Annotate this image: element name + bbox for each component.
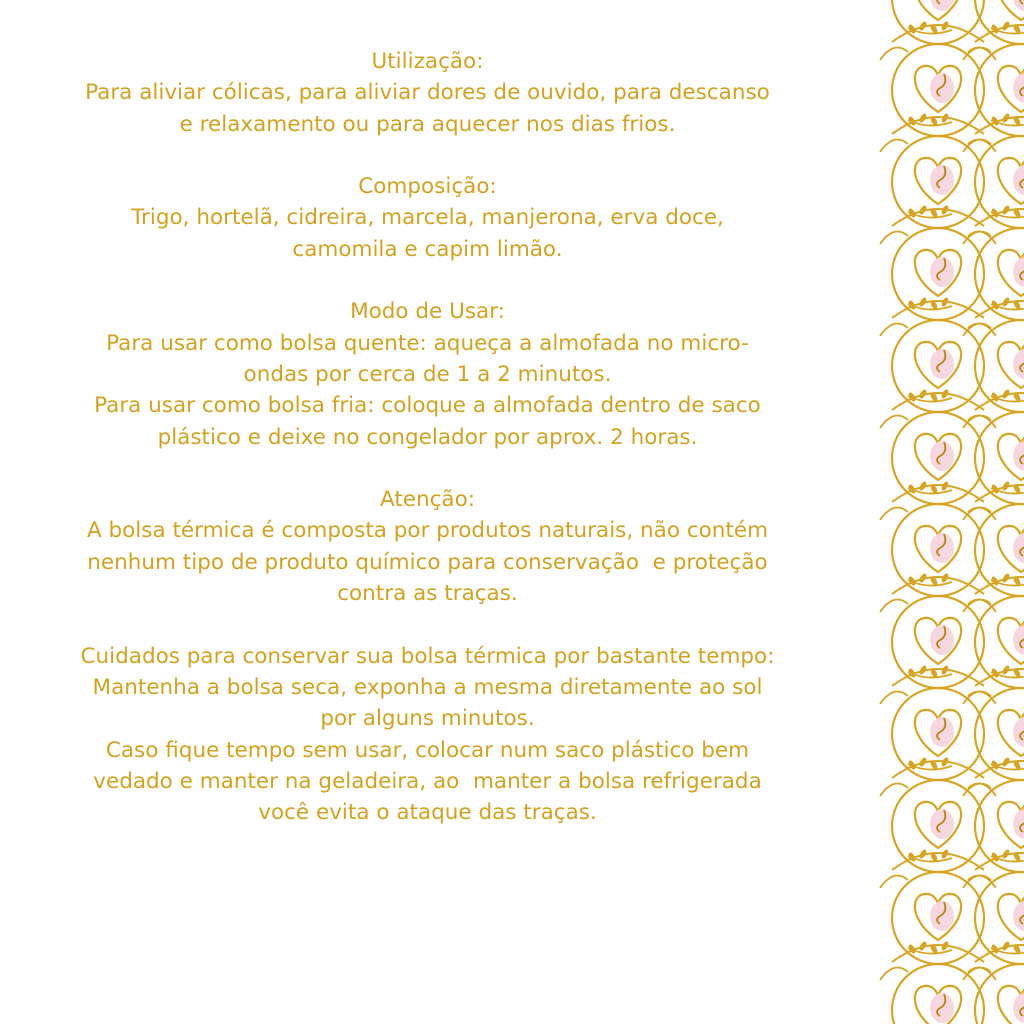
section-modo-de-usar bbox=[20, 296, 835, 452]
wreath-motif bbox=[880, 320, 996, 412]
section-line: e relaxamento ou para aquecer nos dias frios. bbox=[179, 111, 676, 137]
wreath-motif bbox=[880, 504, 996, 596]
section-line: Mantenha a bolsa seca, exponha a mesma diretamente ao sol bbox=[92, 674, 763, 700]
wreath-motif bbox=[880, 44, 996, 136]
section-composicao bbox=[20, 171, 835, 265]
wreath-motif bbox=[880, 228, 996, 320]
section-heading: Modo de Usar: bbox=[350, 299, 505, 325]
wreath-motif bbox=[880, 136, 996, 228]
section-line: ondas por cerca de 1 a 2 minutos. bbox=[243, 361, 612, 387]
section-line: Trigo, hortelã, cidreira, marcela, manjerona, erva doce, bbox=[131, 205, 724, 231]
wreath-motif bbox=[963, 0, 1024, 44]
section-line: nenhum tipo de produto químico para conservação e proteção bbox=[87, 549, 768, 575]
section-line: Para usar como bolsa fria: coloque a almofada dentro de saco bbox=[94, 393, 761, 419]
wreath-motif bbox=[880, 412, 996, 504]
heart-wreath-pattern-icon bbox=[858, 0, 1024, 1024]
section-heading: Composição: bbox=[358, 174, 497, 200]
wreath-motif bbox=[880, 780, 996, 872]
section-heading: Utilização: bbox=[371, 49, 484, 74]
section-line: A bolsa térmica é composta por produtos naturais, não contém bbox=[86, 518, 769, 544]
section-line: camomila e capim limão. bbox=[292, 236, 563, 262]
section-atencao bbox=[20, 484, 835, 609]
wreath-motif bbox=[880, 688, 996, 780]
wreath-motif bbox=[880, 596, 996, 688]
section-line: Caso fique tempo sem usar, colocar num saco plástico bem bbox=[105, 737, 750, 763]
section-line: vedado e manter na geladeira, ao manter a bolsa refrigerada bbox=[93, 768, 762, 794]
section-line: você evita o ataque das traças. bbox=[258, 800, 597, 826]
instructions-text bbox=[20, 46, 835, 860]
section-utilizacao bbox=[20, 46, 835, 140]
wreath-motif bbox=[963, 964, 1024, 1024]
section-heading: Atenção: bbox=[379, 487, 475, 513]
section-line: Para usar como bolsa quente: aqueça a almofada no micro- bbox=[106, 330, 749, 356]
wreath-motif bbox=[880, 0, 996, 44]
section-line: contra as traças. bbox=[337, 581, 518, 607]
section-heading: Cuidados para conservar sua bolsa térmica por bastante tempo: bbox=[80, 643, 775, 669]
section-cuidados bbox=[20, 641, 835, 829]
section-line: plástico e deixe no congelador por aprox. 2 horas. bbox=[157, 424, 698, 450]
section-line: por alguns minutos. bbox=[320, 706, 535, 732]
wreath-motif bbox=[880, 872, 996, 964]
section-line: Para aliviar cólicas, para aliviar dores de ouvido, para descanso bbox=[85, 80, 770, 106]
